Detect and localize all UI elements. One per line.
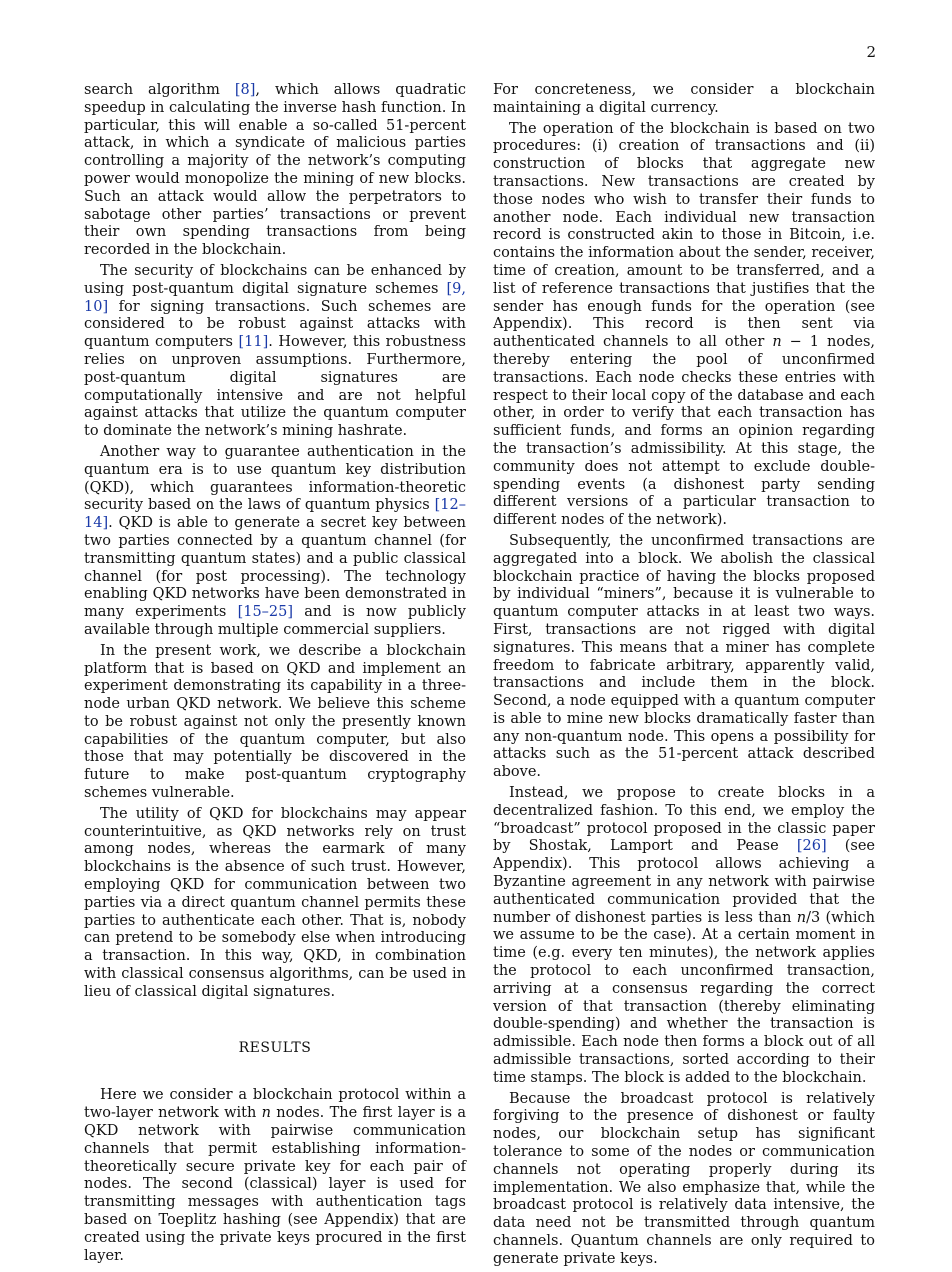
text-run: , which allows quadratic speedup in calculating the inverse hash function. In particular, this will enable a so-called 51-percent attack, in which a syndicate of malicious parties controlling a majority of the network’s computing power would monopolize the mining of new blocks. Such an attack would allow the perpetrators to sabotage other parties’ transactions or prevent their own spending transactions from being recorded in the blockchain. <box>84 82 466 259</box>
text-run: /3 (which we assume to be the case). At a certain moment in time (e.g. every ten minutes), the network applies the protocol to each unconfirmed transaction, arriving at a consensus regarding the correct version of that transaction (thereby eliminating double-spending) and whether the transaction is admissible. Each node then forms a block out of all admissible transactions, sorted according to their time stamps. The block is added to the blockchain. <box>493 909 875 1086</box>
paragraph <box>493 785 875 1088</box>
text-run: for signing transactions. Such schemes are considered to be robust against attacks with quantum computers <box>84 298 466 351</box>
paragraph <box>84 643 466 803</box>
text-run: The security of blockchains can be enhanced by using post-quantum digital signature schemes <box>84 262 466 297</box>
math-variable: n <box>261 1105 271 1122</box>
page-number: 2 <box>866 43 876 61</box>
text-run: . However, this robustness relies on unproven assumptions. Furthermore, post-quantum digital signatures are computationally intensive and are not helpful against attacks that utilize the quantum computer to dominate the network’s mining hashrate. <box>84 334 466 440</box>
text-run: . QKD is able to generate a secret key between two parties connected by a quantum channel (for transmitting quantum states) and a public classical channel (for post processing). The technology enabling QKD networks have been demonstrated in many experiments <box>84 515 466 621</box>
paragraph <box>493 1091 875 1269</box>
left-body <box>84 82 466 1002</box>
citation-link[interactable]: [15–25] <box>237 604 294 621</box>
text-run: nodes. The first layer is a QKD network with pairwise communication channels that permit establishing information-theoretically secure private key for each pair of nodes. The second (classical) layer is used for transmitting messages with authentication tags based on Toeplitz hashing (see Appendix) that are created using the private keys procured in the first layer. <box>84 1105 466 1264</box>
paragraph <box>493 121 875 530</box>
text-run: In the present work, we describe a blockchain platform that is based on QKD and implement an experiment demonstrating its capability in a three-node urban QKD network. We believe this scheme to be robust against not only the presently known capabilities of the quantum computer, but also those that may potentially be discovered in the future to make post-quantum cryptography schemes vulnerable. <box>84 642 466 802</box>
paragraph <box>84 806 466 1002</box>
left-after-heading <box>84 1087 466 1265</box>
citation-link[interactable]: [11] <box>238 334 269 351</box>
math-variable: n <box>772 334 782 351</box>
citation-link[interactable]: [26] <box>796 838 827 855</box>
text-run: and is now publicly available through multiple commercial suppliers. <box>84 604 466 638</box>
text-run: Another way to guarantee authentication in the quantum era is to use quantum key distribution (QKD), which guarantees information-theoretic security based on the laws of quantum physics <box>84 443 466 514</box>
paragraph <box>493 533 875 782</box>
text-run: Here we consider a blockchain protocol within a two-layer network with <box>84 1087 466 1122</box>
citation-link[interactable]: [8] <box>234 82 256 98</box>
text-run: The operation of the blockchain is based on two procedures: (i) creation of transactions and (ii) construction of blocks that aggregate new transactions. New transactions are created by those nodes who wish to transfer their funds to another node. Each individual new transaction record is constructed akin to those in Bitcoin, i.e. contains the information about the sender, receiver, time of creation, amount to be transferred, and a list of reference transactions that justifies that the sender has enough funds for the operation (see Appendix). This record is then sent via authenticated channels to all other <box>493 120 875 351</box>
paragraph <box>84 444 466 640</box>
right-body <box>493 82 875 1269</box>
text-run: Because the broadcast protocol is relatively forgiving to the presence of dishonest or faulty nodes, our blockchain setup has significant tolerance to some of the nodes or communication channels not operating properly during its implementation. We also emphasize that, while the broadcast protocol is relatively data intensive, the data need not be transmitted through quantum channels. Quantum channels are only required to generate private keys. <box>493 1090 875 1267</box>
text-run: Subsequently, the unconfirmed transactions are aggregated into a block. We abolish the classical blockchain practice of having the blocks proposed by individual “miners”, because it is vulnerable to quantum computer attacks in at least two ways. First, transactions are not rigged with digital signatures. This means that a miner has complete freedom to fabricate arbitrary, apparently valid, transactions and include them in the block. Second, a node equipped with a quantum computer is able to mine new blocks dramatically faster than any non-quantum node. This opens a possibility for attacks such as the 51-percent attack described above. <box>493 532 875 781</box>
text-run: Instead, we propose to create blocks in a decentralized fashion. To this end, we employ the “broadcast” protocol proposed in the classic paper by Shostak, Lamport and Pease <box>493 785 875 855</box>
math-variable: n <box>796 909 807 926</box>
citation-link[interactable]: [12–14] <box>84 497 466 532</box>
left-column <box>84 82 466 1268</box>
text-run: (see Appendix). This protocol allows achieving a Byzantine agreement in any network with pairwise authenticated communication provided that the number of dishonest parties is less than <box>493 838 875 926</box>
paragraph <box>493 82 875 118</box>
paragraph <box>84 82 466 260</box>
citation-link[interactable]: [9, 10] <box>84 280 466 315</box>
section-heading-results: RESULTS <box>238 1039 312 1056</box>
text-run: − 1 nodes, thereby entering the pool of unconfirmed transactions. Each node checks these entries with respect to their local copy of the database and each other, in order to verify that each transaction has sufficient funds, and forms an opinion regarding the transaction’s admissibility. At this stage, the community does not attempt to exclude double-spending events (a dishonest party sending different versions of a particular transaction to different nodes of the network). <box>493 334 876 529</box>
paragraph <box>84 1087 466 1265</box>
text-run: search algorithm <box>84 82 235 98</box>
right-column <box>493 82 875 1272</box>
text-run: The utility of QKD for blockchains may appear counterintuitive, as QKD networks rely on trust among nodes, whereas the earmark of many blockchains is the absence of such trust. However, employing QKD for communication between two parties via a direct quantum channel permits these parties to authenticate each other. That is, nobody can pretend to be somebody else when introducing a transaction. In this way, QKD, in combination with classical consensus algorithms, can be used in lieu of classical digital signatures. <box>84 805 466 1000</box>
paragraph <box>84 263 466 441</box>
text-run: For concreteness, we consider a blockchain maintaining a digital currency. <box>493 82 875 116</box>
